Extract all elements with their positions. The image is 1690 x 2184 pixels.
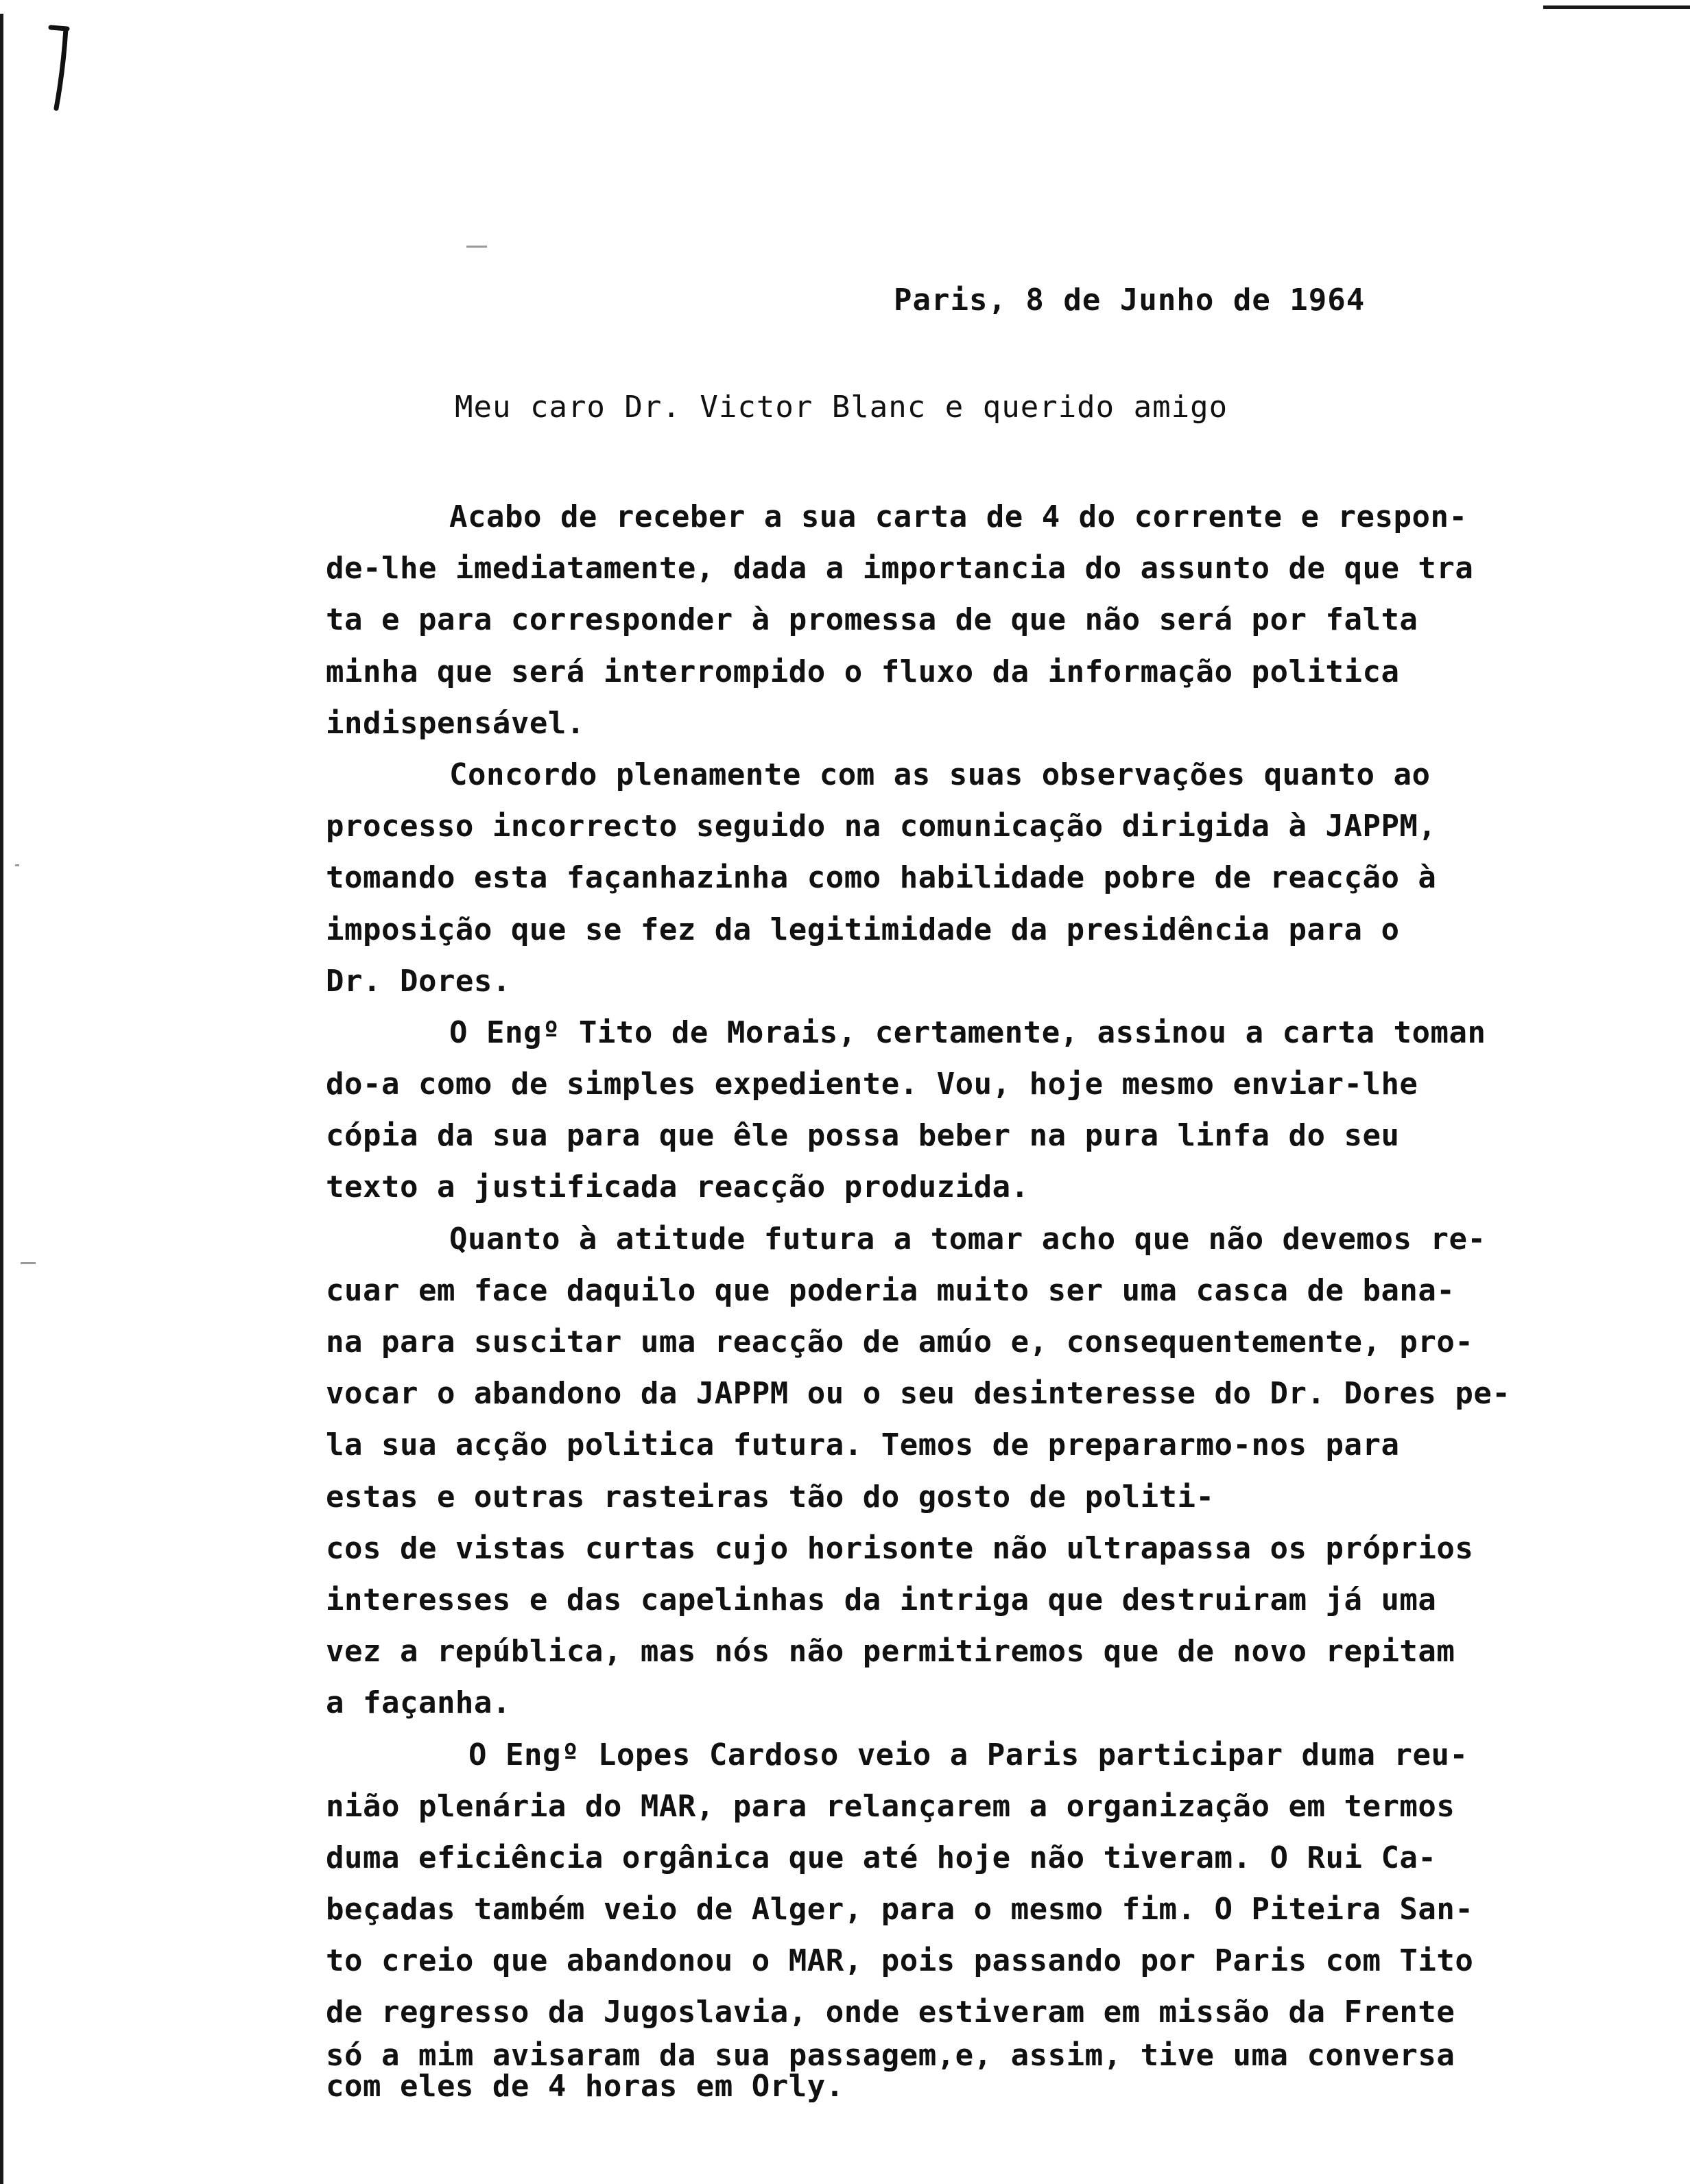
corner-bracket-mark	[47, 23, 74, 112]
letter-line: Concordo plenamente com as suas observações quanto ao	[449, 757, 1431, 792]
letter-line: Acabo de receber a sua carta de 4 do corrente e respon-	[449, 499, 1468, 534]
letter-line: processo incorrecto seguido na comunicação dirigida à JAPPM,	[326, 809, 1437, 844]
scan-speck	[15, 864, 19, 866]
letter-line: de regresso da Jugoslavia, onde estiveram em missão da Frente	[326, 1995, 1455, 2030]
letter-line: vez a república, mas nós não permitiremos que de novo repitam	[326, 1634, 1455, 1670]
letter-line: O Engº Tito de Morais, certamente, assinou a carta toman	[449, 1014, 1486, 1050]
letter-line: tomando esta façanhazinha como habilidade pobre de reacção à	[326, 860, 1437, 896]
scan-edge-left	[0, 14, 3, 2184]
letter-salutation: Meu caro Dr. Victor Blanc e querido amigo	[455, 390, 1228, 425]
letter-line: ta e para corresponder à promessa de que não será por falta	[326, 602, 1418, 638]
letter-line: Dr. Dores.	[326, 963, 511, 999]
letter-date: Paris, 8 de Junho de 1964	[894, 283, 1366, 318]
letter-line: beçadas também veio de Alger, para o mesmo fim. O Piteira San-	[326, 1892, 1474, 1927]
letter-line: la sua acção politica futura. Temos de prepararmo-nos para	[326, 1427, 1400, 1463]
scan-edge-top	[1543, 5, 1690, 9]
letter-line: imposição que se fez da legitimidade da presidência para o	[326, 912, 1400, 947]
letter-line: a façanha.	[326, 1685, 511, 1721]
letter-line: cópia da sua para que êle possa beber na pura linfa do seu	[326, 1118, 1400, 1154]
letter-line: to creio que abandonou o MAR, pois passando por Paris com Tito	[326, 1943, 1474, 1979]
letter-line: cuar em face daquilo que poderia muito ser uma casca de bana-	[326, 1272, 1455, 1308]
scan-speck	[466, 246, 487, 248]
letter-line: interesses e das capelinhas da intriga que destruiram já uma	[326, 1582, 1437, 1617]
letter-line: indispensável.	[326, 705, 585, 741]
letter-line: Quanto à atitude futura a tomar acho que não devemos re-	[449, 1221, 1486, 1257]
letter-line: O Engº Lopes Cardoso veio a Paris participar duma reu-	[468, 1737, 1468, 1772]
letter-line: nião plenária do MAR, para relançarem a organização em termos	[326, 1788, 1455, 1824]
letter-line: minha que será interrompido o fluxo da informação politica	[326, 654, 1400, 689]
letter-line: de-lhe imediatamente, dada a importancia do assunto de que tra	[326, 551, 1474, 586]
letter-line: do-a como de simples expediente. Vou, hoje mesmo enviar-lhe	[326, 1067, 1418, 1102]
scan-speck	[21, 1262, 36, 1264]
letter-line: estas e outras rasteiras tão do gosto de politi-	[326, 1479, 1215, 1515]
letter-line: na para suscitar uma reacção de amúo e, consequentemente, pro-	[326, 1325, 1474, 1360]
letter-line: duma eficiência orgânica que até hoje não tiveram. O Rui Ca-	[326, 1840, 1437, 1875]
letter-line: texto a justificada reacção produzida.	[326, 1170, 1030, 1205]
letter-line: vocar o abandono da JAPPM ou o seu desinteresse do Dr. Dores pe-	[326, 1376, 1511, 1412]
letter-body	[326, 491, 1643, 2104]
letter-line: só a mim avisaram da sua passagem,e, assim, tive uma conversa	[326, 2037, 1455, 2073]
letter-line: com eles de 4 horas em Orly.	[326, 2068, 844, 2104]
letter-line: cos de vistas curtas cujo horisonte não ultrapassa os próprios	[326, 1530, 1474, 1566]
